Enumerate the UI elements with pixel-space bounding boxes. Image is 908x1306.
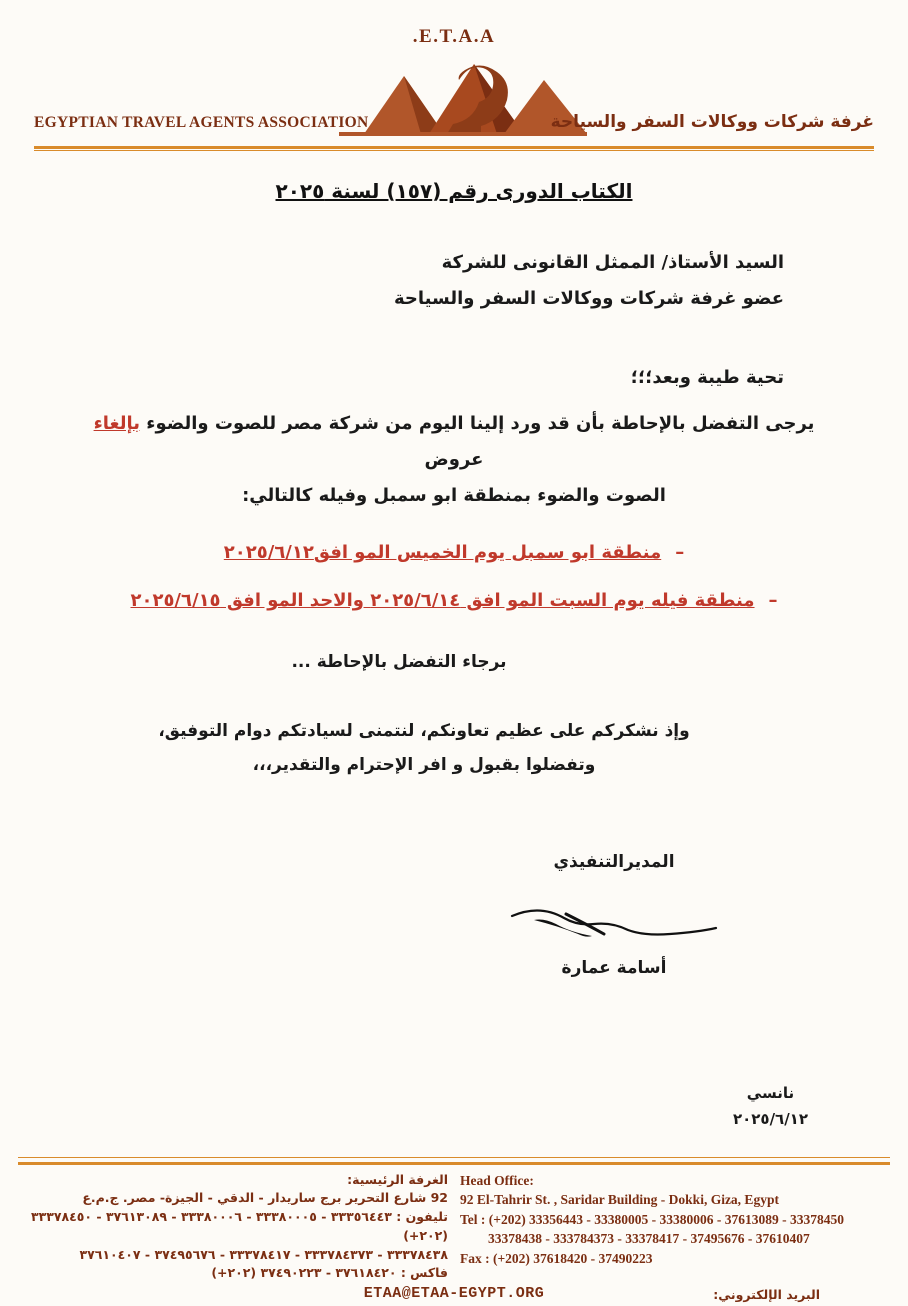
addressee-line-1: السيد الأستاذ/ الممثل القانونى للشركة	[34, 245, 784, 281]
footer-arabic	[18, 1171, 448, 1284]
letterhead-footer	[0, 1162, 908, 1306]
signatory-title: المديرالتنفيذي	[484, 852, 744, 872]
list-item-text: منطقة ابو سمبل يوم الخميس المو افق٢٠٢٥/٦/١٢	[224, 536, 661, 570]
fax-en: Fax : (+202) 37618420 - 37490223	[460, 1249, 890, 1269]
bullet-dash-icon: –	[769, 584, 778, 618]
email-address[interactable]: ETAA@ETAA-EGYPT.ORG	[364, 1285, 545, 1302]
tel-en-line-1: Tel : (+202) 33356443 - 33380005 - 33380006 - 37613089 - 33378450	[460, 1210, 890, 1230]
head-office-label-en: Head Office:	[460, 1171, 890, 1191]
association-name-english: EGYPTIAN TRAVEL AGENTS ASSOCIATION	[34, 114, 369, 132]
stamp-date: ٢٠٢٥/٦/١٢	[733, 1107, 808, 1133]
address-en: 92 El-Tahrir St. , Saridar Building - Dokki, Giza, Egypt	[460, 1190, 890, 1210]
main-paragraph	[74, 406, 834, 514]
address-ar: 92 شارع التحرير برج ساريدار - الدقي - الجيزة- مصر. ج.م.ع	[18, 1189, 448, 1208]
paragraph-text-before: يرجى التفضل بالإحاطة بأن قد ورد إلينا اليوم من شركة مصر للصوت والضوء	[140, 413, 814, 434]
greeting-line: تحية طيبة وبعد؛؛؛	[34, 367, 874, 388]
list-item	[94, 536, 814, 570]
list-item-text: منطقة فيله يوم السبت المو افق ٢٠٢٥/٦/١٤ والاحد المو افق ٢٠٢٥/٦/١٥	[130, 584, 754, 618]
head-office-label-ar: الغرفة الرئيسية:	[18, 1171, 448, 1190]
logo-acronym: E.T.A.A.	[309, 26, 599, 48]
closing-line-1: وإذ نشكركم على عظيم تعاونكم، لنتمنى لسيادتكم دوام التوفيق،	[34, 714, 814, 748]
tel-ar-line-1: تليفون : ٣٣٣٥٦٤٤٣ - ٣٣٣٨٠٠٠٥ - ٣٣٣٨٠٠٠٦ - ٣٧٦١٣٠٨٩ - ٣٣٣٧٨٤٥٠ (٢٠٢+)	[18, 1208, 448, 1246]
footer-columns	[18, 1171, 890, 1284]
bullet-dash-icon: –	[675, 536, 684, 570]
cancellation-list	[94, 536, 814, 618]
handwritten-signature-icon	[494, 890, 734, 950]
email-label-arabic: البريد الإلكتروني:	[713, 1287, 820, 1302]
footer-divider	[18, 1162, 890, 1165]
association-name-arabic: غرفة شركات ووكالات السفر والسياحة	[551, 112, 874, 132]
paragraph-text-after: عروض	[425, 449, 484, 470]
closing-block	[34, 714, 814, 782]
addressee-line-2: عضو غرفة شركات ووكالات السفر والسياحة	[34, 281, 784, 317]
signature-block	[484, 852, 744, 978]
footer-english	[460, 1171, 890, 1269]
list-item	[94, 584, 814, 618]
addressee-block	[34, 245, 874, 317]
closing-line-2: وتفضلوا بقبول و افر الإحترام والتقدير،،،	[34, 748, 814, 782]
document-body	[34, 179, 874, 978]
letterhead-header	[34, 26, 874, 144]
document-page	[0, 26, 908, 1306]
paragraph-highlight: بإلغاء	[94, 413, 140, 434]
fax-ar: فاكس : ٣٧٦١٨٤٢٠ - ٣٧٤٩٠٢٢٣ (٢٠٢+)	[18, 1264, 448, 1283]
footer-email-row	[18, 1285, 890, 1302]
tel-ar-line-2: ٣٣٣٧٨٤٣٨ - ٣٣٣٧٨٤٣٧٣ - ٣٣٣٧٨٤١٧ - ٣٧٤٩٥٦٧٦ - ٣٧٦١٠٤٠٧	[18, 1246, 448, 1265]
circular-title: الكتاب الدورى رقم (١٥٧) لسنة ٢٠٢٥	[34, 179, 874, 203]
closing-note: برجاء التفضل بالإحاطة ...	[34, 652, 764, 672]
signatory-name: أسامة عمارة	[484, 958, 744, 978]
tel-en-line-2: 33378438 - 333784373 - 33378417 - 37495676 - 37610407	[460, 1229, 890, 1249]
header-divider	[34, 146, 874, 149]
stamp-name: نانسي	[733, 1081, 808, 1107]
stamp-date-block	[733, 1081, 808, 1132]
paragraph-line-2: الصوت والضوء بمنطقة ابو سمبل وفيله كالتالي:	[74, 478, 834, 514]
